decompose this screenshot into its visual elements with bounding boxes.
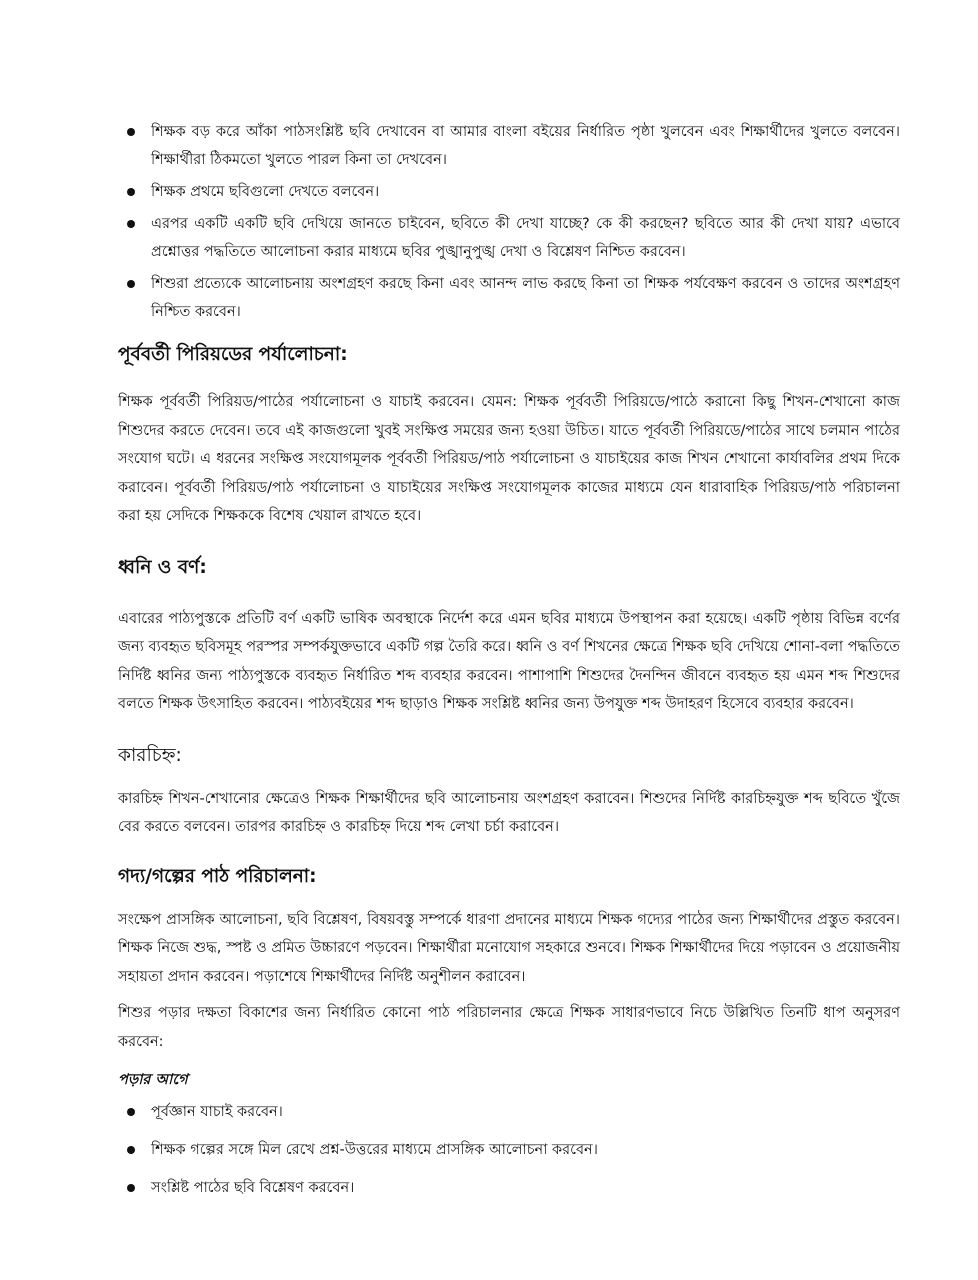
bullet-icon (127, 128, 135, 136)
before-reading-bullet-list (118, 1098, 900, 1202)
bullet-text: শিক্ষক প্রথমে ছবিগুলো দেখতে বলবেন। (151, 184, 380, 200)
review-paragraph: শিক্ষক পূর্ববর্তী পিরিয়ড/পাঠের পর্যালোচনা ও যাচাই করবেন। যেমন: শিক্ষক পূর্ববর্তী পিরিয়ডে/পাঠে করানো কিছু শিখন-শেখানো কাজ শিশুদের করতে দেবেন। তবে এই কাজগুলো খুবই সংক্ষিপ্ত সময়ের জন্য হওয়া উচিত। যাতে পূর্ববর্তী পিরিয়ডে/পাঠের সাথে চলমান পাঠের সংযোগ ঘটে। এ ধরনের সংক্ষিপ্ত সংযোগমূলক পূর্ববর্তী পিরিয়ড/পাঠ পর্যালোচনা ও যাচাইয়ের কাজ শিখন শেখানো কার্যাবলির প্রথম দিকে করাবেন। পূর্ববর্তী পিরিয়ড/পাঠ পর্যালোচনা ও যাচাইয়ের সংক্ষিপ্ত সংযোগমূলক কাজের মাধ্যমে যেন ধারাবাহিক পিরিয়ড/পাঠ পরিচালনা করা হয় সেদিকে শিক্ষককে বিশেষ খেয়াল রাখতে হবে। (118, 394, 900, 524)
section-heading-review: পূর্ববর্তী পিরিয়ডের পর্যালোচনা: (118, 344, 348, 365)
section-heading-prose: গদ্য/গল্পের পাঠ পরিচালনা: (118, 865, 317, 887)
bullet-icon (127, 188, 135, 196)
sound-letter-paragraph: এবারের পাঠ্যপুস্তকে প্রতিটি বর্ণ একটি ভাষিক অবস্থাকে নির্দেশ করে এমন ছবির মাধ্যমে উপস্থাপন করা হয়েছে। একটি পৃষ্ঠায় বিভিন্ন বর্ণের জন্য ব্যবহৃত ছবিসমূহ পরস্পর সম্পর্কযুক্তভাবে একটি গল্প তৈরি করে। ধ্বনি ও বর্ণ শিখনের ক্ষেত্রে শিক্ষক ছবি দেখিয়ে শোনা-বলা পদ্ধতিতে নির্দিষ্ট ধ্বনির জন্য পাঠ্যপুস্তকে ব্যবহৃত নির্ধারিত শব্দ ব্যবহার করবেন। পাশাপাশি শিশুদের দৈনন্দিন জীবনে ব্যবহৃত হয় এমন শব্দ শিশুদের বলতে শিক্ষক উৎসাহিত করবেন। পাঠ্যবইয়ের শব্দ ছাড়াও শিক্ষক সংশ্লিষ্ট ধ্বনির জন্য উপযুক্ত শব্দ উদাহরণ হিসেবে ব্যবহার করবেন। (118, 610, 900, 712)
section-heading-kar: কারচিহ্ন: (118, 744, 182, 766)
prose-paragraph-1: সংক্ষেপ প্রাসঙ্গিক আলোচনা, ছবি বিশ্লেষণ, বিষয়বস্তু সম্পর্কে ধারণা প্রদানের মাধ্যমে শিক্ষক গদ্যের পাঠের জন্য শিক্ষার্থীদের প্রস্তুত করবেন। শিক্ষক নিজে শুদ্ধ, স্পষ্ট ও প্রমিত উচ্চারণে পড়বেন। শিক্ষার্থীরা মনোযোগ সহকারে শুনবে। শিক্ষক শিক্ষার্থীদের দিয়ে পড়াবেন ও প্রয়োজনীয় সহায়তা প্রদান করবেন। পড়াশেষে শিক্ষার্থীদের নির্দিষ্ট অনুশীলন করাবেন। (118, 911, 900, 985)
bullet-text: পূর্বজ্ঞান যাচাই করবেন। (151, 1104, 283, 1120)
bullet-text: এরপর একটি একটি ছবি দেখিয়ে জানতে চাইবেন, ছবিতে কী দেখা যাচ্ছে? কে কী করছেন? ছবিতে আর কী দেখা যায়? এভাবে প্রশ্নোত্তর পদ্ধতিতে আলোচনা করার মাধ্যমে ছবির পুঙ্খানুপুঙ্খ দেখা ও বিশ্লেষণ নিশ্চিত করবেন। (151, 216, 900, 260)
list-item (118, 178, 900, 206)
bullet-text: শিক্ষক বড় করে আঁকা পাঠসংশ্লিষ্ট ছবি দেখাবেন বা আমার বাংলা বইয়ের নির্ধারিত পৃষ্ঠা খুলবেন এবং শিক্ষার্থীদের খুলতে বলবেন। শিক্ষার্থীরা ঠিকমতো খুলতে পারল কিনা তা দেখবেন। (151, 124, 900, 168)
intro-bullet-list (118, 118, 900, 326)
list-item (118, 270, 900, 326)
list-item (118, 210, 900, 266)
list-item (118, 1174, 900, 1202)
bullet-text: শিক্ষক গল্পের সঙ্গে মিল রেখে প্রশ্ন-উত্তরের মাধ্যমে প্রাসঙ্গিক আলোচনা করবেন। (151, 1142, 598, 1158)
subheading-before-reading: পড়ার আগে (118, 1072, 188, 1088)
document-page (118, 118, 900, 1212)
bullet-icon (127, 1108, 135, 1116)
bullet-icon (127, 1146, 135, 1154)
bullet-text: সংশ্লিষ্ট পাঠের ছবি বিশ্লেষণ করবেন। (151, 1180, 355, 1196)
list-item (118, 1136, 900, 1164)
bullet-icon (127, 280, 135, 288)
kar-paragraph: কারচিহ্ন শিখন-শেখানোর ক্ষেত্রেও শিক্ষক শিক্ষার্থীদের ছবি আলোচনায় অংশগ্রহণ করাবেন। শিশুদের নির্দিষ্ট কারচিহ্নযুক্ত শব্দ ছবিতে খুঁজে বের করতে বলবেন। তারপর কারচিহ্ন ও কারচিহ্ন দিয়ে শব্দ লেখা চর্চা করাবেন। (118, 790, 900, 835)
prose-paragraph-2: শিশুর পড়ার দক্ষতা বিকাশের জন্য নির্ধারিত কোনো পাঠ পরিচালনার ক্ষেত্রে শিক্ষক সাধারণভাবে নিচে উল্লিখিত তিনটি ধাপ অনুসরণ করবেন: (118, 1005, 900, 1050)
section-heading-sound-letter: ধ্বনি ও বর্ণ: (118, 556, 207, 578)
list-item (118, 118, 900, 174)
list-item (118, 1098, 900, 1126)
bullet-icon (127, 220, 135, 228)
bullet-icon (127, 1184, 135, 1192)
bullet-text: শিশুরা প্রত্যেকে আলোচনায় অংশগ্রহণ করছে কিনা এবং আনন্দ লাভ করছে কিনা তা শিক্ষক পর্যবেক্ষণ করবেন ও তাদের অংশগ্রহণ নিশ্চিত করবেন। (151, 276, 900, 320)
